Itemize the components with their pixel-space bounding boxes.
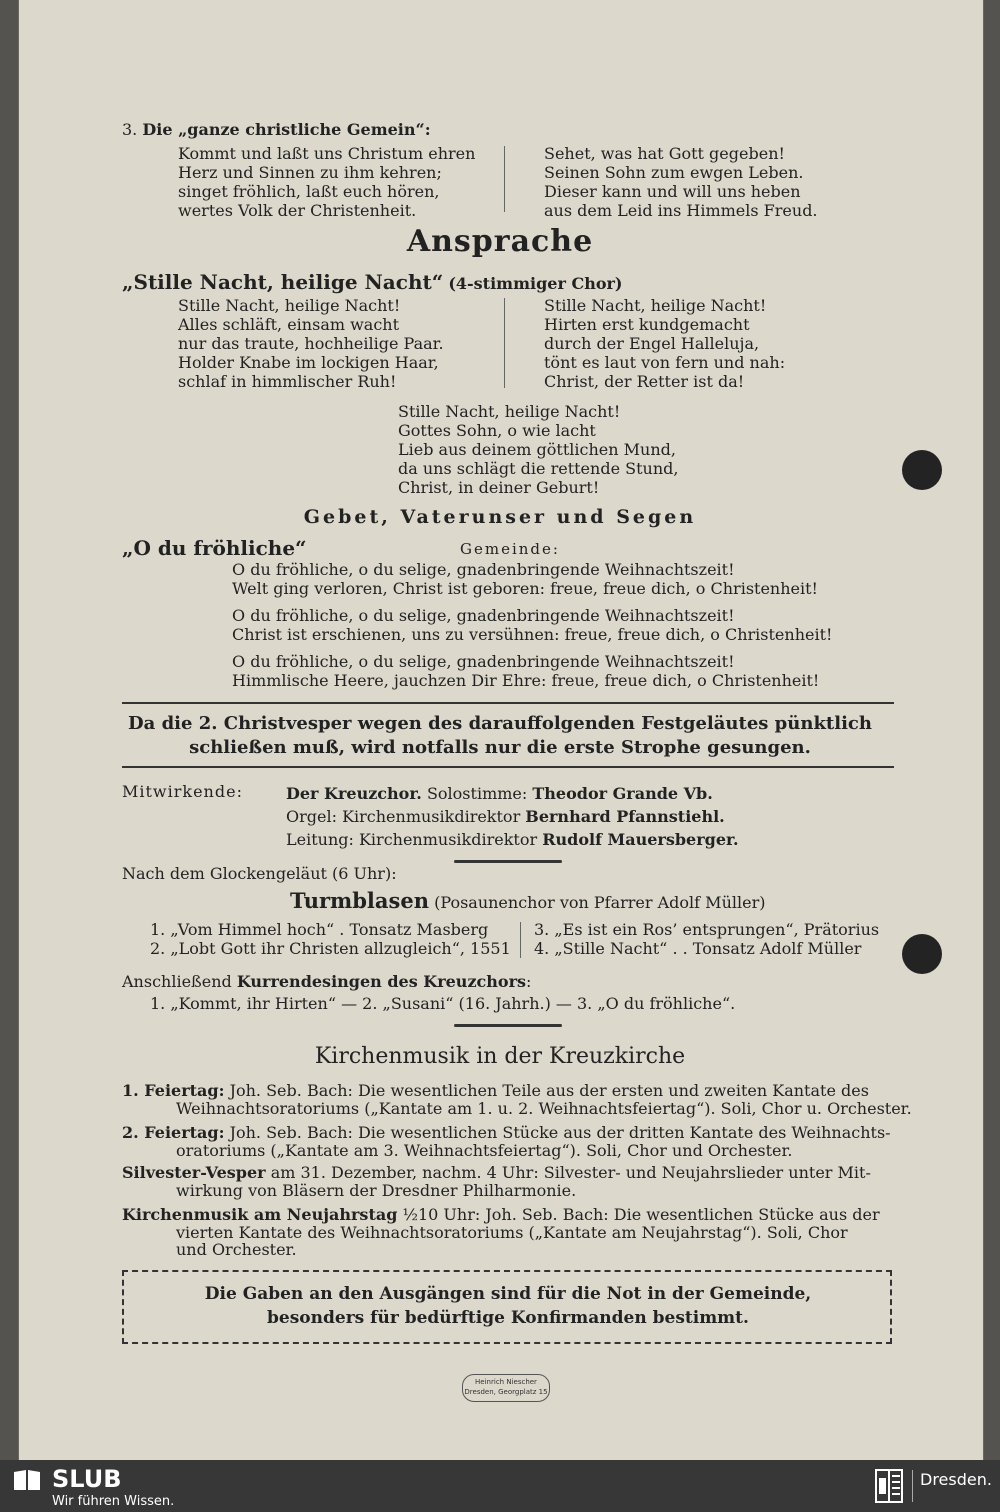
verse-line: Seinen Sohn zum ewgen Leben. [544, 163, 804, 182]
entry-label: Kirchenmusik am Neujahrstag [122, 1205, 398, 1224]
kurrende-items: 1. „Kommt, ihr Hirten“ — 2. „Susani“ (16. Jahrh.) — 3. „O du fröhliche“. [150, 994, 736, 1013]
stamp-line: Dresden, Georgplatz 15 [464, 1388, 548, 1396]
stille-nacht-title: „Stille Nacht, heilige Nacht“ [122, 270, 444, 294]
verse-line: O du fröhliche, o du selige, gnadenbringende Weihnachtszeit! [232, 606, 735, 625]
stamp-line: Heinrich Niescher [475, 1378, 537, 1386]
verse-line: Alles schläft, einsam wacht [178, 315, 400, 334]
mitwirkende-label: Mitwirkende: [122, 782, 243, 801]
role-label: Orgel: Kirchenmusikdirektor [286, 807, 526, 826]
column-divider [504, 146, 505, 212]
hymn3-title: Die „ganze christliche Gemein“: [142, 120, 431, 139]
hymn3-heading [122, 120, 431, 139]
ornament-divider [454, 1024, 562, 1027]
verse-line: aus dem Leid ins Himmels Freud. [544, 201, 818, 220]
verse-line: O du fröhliche, o du selige, gnadenbringende Weihnachtszeit! [232, 560, 735, 579]
turm-items-left [150, 920, 511, 958]
entry-text: Weihnachtsoratoriums („Kantate am 1. u. 2. Weihnachtsfeiertag“). Soli, Chor u. Orchester. [176, 1098, 912, 1118]
kurrende-colon: : [526, 972, 532, 991]
kurrende-line [122, 972, 531, 991]
entry-text: vierten Kantate des Weihnachtsoratoriums („Kantate am Neujahrstag“). Soli, Chor [176, 1222, 848, 1242]
entry-text: und Orchester. [176, 1240, 297, 1259]
verse-line: Welt ging verloren, Christ ist geboren: freue, freue dich, o Christenheit! [232, 579, 818, 598]
o-du-verse-2 [232, 606, 832, 644]
verse-line: wertes Volk der Christenheit. [178, 201, 417, 220]
gaben-line: besonders für bedürftige Konfirmanden bestimmt. [267, 1308, 749, 1328]
gaben-line: Die Gaben an den Ausgängen sind für die Not in der Gemeinde, [204, 1284, 812, 1304]
turm-items-right [534, 920, 879, 958]
mitwirkende-list [286, 782, 739, 851]
verse-line: Stille Nacht, heilige Nacht! [178, 296, 401, 315]
verse-line: Himmlische Heere, jauchzen Dir Ehre: freue, freue dich, o Christenheit! [232, 671, 820, 690]
verse-line: Lieb aus deinem göttlichen Mund, [398, 440, 676, 459]
dresden-wordmark: Dresden. [920, 1470, 992, 1489]
nach-glocken: Nach dem Glockengeläut (6 Uhr): [122, 864, 397, 883]
ansprache-heading: Ansprache [406, 224, 594, 259]
turm-item: 1. „Vom Himmel hoch“ . Tonsatz Masberg [150, 920, 489, 939]
notice-line: schließen muß, wird notfalls nur die erste Strophe gesungen. [189, 737, 811, 758]
stille-nacht-center-stanza [398, 402, 678, 497]
verse-line: Sehet, was hat Gott gegeben! [544, 144, 785, 163]
verse-line: Herz und Sinnen zu ihm kehren; [178, 163, 442, 182]
verse-line: Christ, in deiner Geburt! [398, 478, 600, 497]
verse-line: O du fröhliche, o du selige, gnadenbringende Weihnachtszeit! [232, 652, 735, 671]
verse-line: tönt es laut von fern und nah: [544, 353, 786, 372]
verse-line: Gottes Sohn, o wie lacht [398, 421, 596, 440]
turm-item: 2. „Lobt Gott ihr Christen allzugleich“, 1551 [150, 939, 511, 958]
verse-line: Stille Nacht, heilige Nacht! [398, 402, 621, 421]
book-icon [12, 1468, 42, 1492]
entry-text: ½10 Uhr: Joh. Seb. Bach: Die wesentlichen Stücke aus der [397, 1205, 880, 1224]
verse-line: nur das traute, hochheilige Paar. [178, 334, 444, 353]
verse-line: Christ, der Retter ist da! [544, 372, 745, 391]
kirchenmusik-entry [122, 1124, 891, 1159]
stille-nacht-left-stanza [178, 296, 444, 391]
punch-hole [902, 450, 942, 490]
entry-label: 2. Feiertag: [122, 1123, 225, 1142]
kirchenmusik-entry [122, 1206, 880, 1259]
entry-text: Joh. Seb. Bach: Die wesentlichen Teile aus der ersten und zweiten Kantate des [224, 1081, 869, 1100]
gebet-heading: Gebet, Vaterunser und Segen [303, 506, 697, 528]
gaben-text [122, 1282, 894, 1330]
verse-line: durch der Engel Halleluja, [544, 334, 760, 353]
person-name: Bernhard Pfannstiehl. [525, 807, 725, 826]
kirchenmusik-entry [122, 1082, 912, 1117]
stille-nacht-right-stanza [544, 296, 785, 391]
notice-rule-bottom [122, 766, 894, 768]
ornament-divider [454, 860, 562, 863]
notice-line: Da die 2. Christvesper wegen des darauffolgenden Festgeläutes pünktlich [128, 713, 872, 734]
entry-label: 1. Feiertag: [122, 1081, 225, 1100]
o-du-verse-3 [232, 652, 819, 690]
turmblasen-heading [290, 888, 765, 913]
mitwirkende-line [286, 805, 739, 828]
kirchenmusik-heading: Kirchenmusik in der Kreuzkirche [314, 1044, 686, 1069]
entry-label: Silvester-Vesper [122, 1163, 266, 1182]
column-divider [520, 922, 521, 958]
column-divider [504, 298, 505, 388]
turmblasen-title: Turmblasen [290, 888, 429, 913]
kirchenmusik-entry [122, 1164, 871, 1199]
verse-line: Kommt und laßt uns Christum ehren [178, 144, 476, 163]
entry-text: wirkung von Bläsern der Dresdner Philharmonie. [176, 1180, 577, 1200]
slub-tagline: Wir führen Wissen. [52, 1494, 175, 1509]
person-name: Rudolf Mauersberger. [542, 830, 739, 849]
footer-divider [912, 1470, 913, 1502]
mitwirkende-line [286, 828, 739, 851]
mitwirkende-line [286, 782, 739, 805]
verse-line: Hirten erst kundgemacht [544, 315, 750, 334]
verse-line: schlaf in himmlischer Ruh! [178, 372, 397, 391]
kurrende-title: Kurrendesingen des Kreuzchors [236, 972, 527, 991]
footer-bar [0, 1460, 1000, 1512]
dresden-coat-of-arms-icon [874, 1468, 904, 1504]
stille-nacht-heading [122, 270, 623, 294]
turm-item: 4. „Stille Nacht“ . . Tonsatz Adolf Müller [534, 939, 862, 958]
notice-rule-top [122, 702, 894, 704]
verse-line: singet fröhlich, laßt euch hören, [178, 182, 440, 201]
notice-text [0, 712, 1000, 760]
entry-text: oratoriums („Kantate am 3. Weihnachtsfeiertag“). Soli, Chor und Orchester. [176, 1140, 793, 1160]
hymn3-left-stanza [178, 144, 475, 220]
hymn3-right-stanza [544, 144, 818, 220]
person-name: Theodor Grande Vb. [532, 784, 713, 803]
hymn3-number: 3. [122, 120, 138, 139]
o-du-title: „O du fröhliche“ [122, 536, 307, 560]
verse-line: Stille Nacht, heilige Nacht! [544, 296, 767, 315]
slub-logo-text: SLUB [52, 1465, 122, 1493]
role-label: Solostimme: [421, 784, 533, 803]
gemeinde-label: Gemeinde: [460, 540, 560, 558]
turm-item: 3. „Es ist ein Ros’ entsprungen“, Prätorius [534, 920, 880, 939]
entry-text: Joh. Seb. Bach: Die wesentlichen Stücke aus der dritten Kantate des Weihnachts- [224, 1123, 891, 1142]
verse-line: Dieser kann und will uns heben [544, 182, 801, 201]
choir-name: Der Kreuzchor. [286, 784, 422, 803]
entry-text: am 31. Dezember, nachm. 4 Uhr: Silvester- und Neujahrslieder unter Mit- [265, 1163, 871, 1182]
kurrende-pre: Anschließend [122, 972, 237, 991]
turmblasen-subtitle: (Posaunenchor von Pfarrer Adolf Müller) [434, 893, 766, 912]
punch-hole [902, 934, 942, 974]
verse-line: da uns schlägt die rettende Stund, [398, 459, 679, 478]
stille-nacht-note: (4-stimmiger Chor) [448, 274, 623, 293]
role-label: Leitung: Kirchenmusikdirektor [286, 830, 543, 849]
printer-stamp [462, 1374, 550, 1402]
verse-line: Christ ist erschienen, uns zu versühnen: freue, freue dich, o Christenheit! [232, 625, 833, 644]
verse-line: Holder Knabe im lockigen Haar, [178, 353, 439, 372]
o-du-verse-1 [232, 560, 818, 598]
